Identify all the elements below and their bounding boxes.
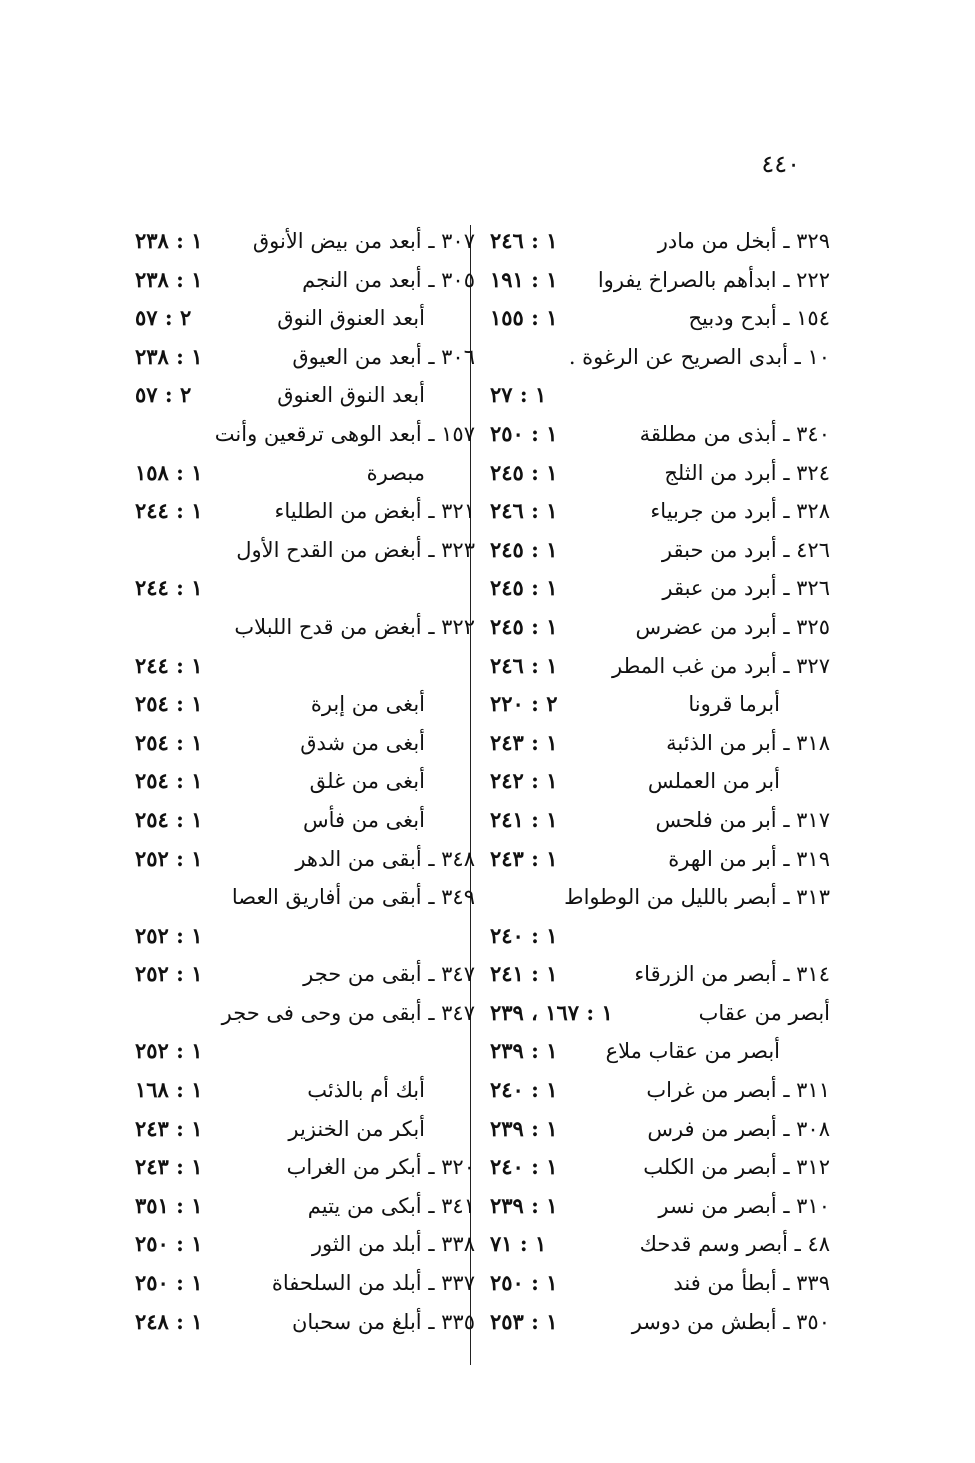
index-entry <box>135 1187 475 1226</box>
index-entry <box>135 878 475 917</box>
index-entry <box>490 878 830 917</box>
index-entry <box>490 1225 830 1264</box>
entry-proverb: ١٠ ـ أبدى الصريح عن الرغوة . <box>568 344 830 369</box>
entry-reference: ١ : ١٥٥ <box>490 305 558 331</box>
entry-reference: ١ : ٢٤١ <box>490 806 558 832</box>
entry-proverb: ٣٤٩ ـ أبقى من أفاريق العصا <box>231 885 475 910</box>
entry-proverb: ٣٠٥ ـ أبعد من النجم <box>302 267 475 292</box>
index-entry <box>135 569 475 608</box>
entry-reference: ١ : ٢٥٤ <box>135 729 203 755</box>
entry-proverb: ٣٣٨ ـ أبلد من الثور <box>311 1232 475 1257</box>
entry-proverb: ٣٤١ ـ أبكى من يتيم <box>307 1193 475 1218</box>
entry-reference: ٢ : ٢٢٠ <box>490 691 558 717</box>
entry-reference: ١ : ٢٥٢ <box>135 845 203 871</box>
entry-proverb: مبصرة <box>366 460 425 485</box>
entry-proverb: أبصر من عقاب <box>698 1000 830 1025</box>
entry-reference: ١ : ٢٧ <box>490 382 547 408</box>
entry-proverb: ٣٢٧ ـ أبرد من غب المطر <box>611 653 830 678</box>
entry-proverb: ٣١٣ ـ أبصر بالليل من الوطواط <box>564 885 830 910</box>
entry-reference: ١ : ٢٤٤ <box>135 575 203 601</box>
index-entry <box>490 376 830 415</box>
entry-reference: ٢ : ٥٧ <box>135 305 192 331</box>
entry-reference: ١ : ٢٤٤ <box>135 652 203 678</box>
index-entry <box>490 917 830 956</box>
entry-proverb: ٣٤٧ ـ أبقى من وحى فى حجر <box>221 1000 475 1025</box>
entry-reference: ١ : ٢٤٢ <box>490 768 558 794</box>
index-entry <box>135 338 475 377</box>
entry-proverb: ٣٢٣ ـ أبغض من القدح الأول <box>236 537 475 562</box>
entry-reference: ١ : ٢٥٠ <box>490 1270 558 1296</box>
entry-proverb: ٢٢٢ ـ ابدأهم بالصراخ يفروا <box>597 267 830 292</box>
index-entry <box>135 840 475 879</box>
index-entry <box>490 762 830 801</box>
entry-reference: ١ : ٢٤٣ <box>490 729 558 755</box>
index-entry <box>490 994 830 1033</box>
index-entry <box>490 299 830 338</box>
index-entry <box>135 647 475 686</box>
entry-proverb: ٣٢٢ ـ أبغض من قدح اللبلاب <box>234 614 475 639</box>
entry-reference: ١ : ٢٣٩ <box>490 1192 558 1218</box>
entry-proverb: أبغى من فأس <box>303 807 425 832</box>
entry-reference: ١ : ٧١ <box>490 1231 547 1257</box>
index-entry <box>490 569 830 608</box>
index-entry <box>490 608 830 647</box>
entry-reference: ١ : ٢٣٩ <box>490 1038 558 1064</box>
entry-reference: ١ : ٢٥٠ <box>490 420 558 446</box>
entry-proverb: ٣٢٩ ـ أبخل من مادر <box>657 229 830 253</box>
index-entry <box>490 647 830 686</box>
entry-reference: ١ : ٢٤٦ <box>490 652 558 678</box>
index-entry <box>135 917 475 956</box>
entry-proverb: أبرما قرونا <box>688 692 780 717</box>
entry-proverb: أبصر من عقاب ملاع <box>605 1039 780 1064</box>
entry-reference: ١ : ٢٥٤ <box>135 806 203 832</box>
index-entry <box>490 1187 830 1226</box>
entry-reference: ١ : ١٥٨ <box>135 459 203 485</box>
entry-reference: ١ : ٢٣٨ <box>135 266 203 292</box>
entry-proverb: ٣٢١ ـ أبغض من الطلياء <box>274 499 475 524</box>
entry-reference: ١ : ٢٤٣ <box>135 1154 203 1180</box>
entry-proverb: ٣٣٧ ـ أبلد من السلحفاة <box>271 1271 475 1296</box>
entry-proverb: ٣١٢ ـ أبصر من الكلب <box>643 1155 830 1180</box>
entry-proverb: ٣٢٦ ـ أبرد من عبقر <box>662 576 830 601</box>
entry-reference: ١ : ٢٣٩ <box>490 1115 558 1141</box>
entry-reference: ١ : ٢٤٥ <box>490 613 558 639</box>
entry-proverb: ٤٨ ـ أبصر وسم قدحك <box>639 1232 830 1257</box>
entry-proverb: ٣٤٧ ـ أبقى من حجر <box>303 962 475 987</box>
entry-proverb: ٣١٩ ـ أبر من الهرة <box>668 846 830 871</box>
index-entry <box>135 454 475 493</box>
entry-reference: ١ : ١٦٨ <box>135 1077 203 1103</box>
index-entry <box>135 1032 475 1071</box>
entry-reference: ١ : ٢٤٦ <box>490 228 558 253</box>
entry-proverb: ١٥٤ ـ أبدح ودبيح <box>688 306 830 331</box>
entry-reference: ١ : ٢٣٨ <box>135 343 203 369</box>
entry-proverb: ٣٤٨ ـ أبقى من الدهر <box>295 846 475 871</box>
index-entry <box>135 801 475 840</box>
entry-reference: ١ : ٢٤٠ <box>490 922 558 948</box>
entry-reference: ١ : ٢٥٤ <box>135 768 203 794</box>
index-entry <box>490 1148 830 1187</box>
index-entry <box>135 994 475 1033</box>
entry-proverb: ٣٢٠ ـ أبكر من الغراب <box>286 1155 475 1180</box>
entry-proverb: ٣٣٥ ـ أبلغ من سحبان <box>291 1309 475 1334</box>
index-entry <box>135 376 475 415</box>
index-entry <box>135 762 475 801</box>
index-entry <box>490 1303 830 1342</box>
index-entry <box>135 955 475 994</box>
entry-reference: ١ : ٢٤٥ <box>490 459 558 485</box>
index-entry <box>135 531 475 570</box>
entry-proverb: أبعد العنوق النوق <box>277 306 425 331</box>
entry-reference: ١ : ٢٥٣ <box>490 1308 558 1334</box>
entry-reference: ١ : ٢٥٢ <box>135 961 203 987</box>
entry-proverb: ٣١١ ـ أبصر من غراب <box>646 1078 830 1103</box>
entry-proverb: ٣٢٨ ـ أبرد من جربياء <box>650 499 830 524</box>
entry-proverb: ١٥٧ ـ أبعد الوهى ترقعين وأنت <box>214 421 475 446</box>
index-entry <box>490 454 830 493</box>
index-entry <box>135 261 475 300</box>
entry-reference: ١ : ٢٤٠ <box>490 1077 558 1103</box>
index-entry <box>490 531 830 570</box>
entry-reference: ١ : ٢٥٢ <box>135 922 203 948</box>
index-entry <box>135 685 475 724</box>
index-entry <box>490 955 830 994</box>
index-entry <box>135 1148 475 1187</box>
entry-proverb: ٣٣٩ ـ أبطأ من فند <box>673 1271 830 1296</box>
index-entry <box>135 299 475 338</box>
index-entry <box>135 608 475 647</box>
index-entry <box>490 1264 830 1303</box>
entry-reference: ٢ : ٥٧ <box>135 382 192 408</box>
index-entry <box>135 222 475 261</box>
entry-proverb: ٣٤٠ ـ أبذى من مطلقة <box>639 421 830 446</box>
entry-reference: ١ : ١٩١ <box>490 266 558 292</box>
entry-reference: ١ : ٢٥٤ <box>135 691 203 717</box>
entry-proverb: ٣٢٥ ـ أبرد من عضرس <box>635 614 830 639</box>
index-entry <box>490 1032 830 1071</box>
entry-proverb: ٣١٧ ـ أبر من فلحس <box>655 807 830 832</box>
index-entry <box>135 1225 475 1264</box>
index-entry <box>135 1264 475 1303</box>
entry-proverb: ٣٢٤ ـ أبرد من الثلج <box>664 460 830 485</box>
entry-reference: ١ : ٢٤٨ <box>135 1308 203 1334</box>
entry-proverb: ٤٢٦ ـ أبرد من حبقر <box>661 537 830 562</box>
index-entry <box>490 840 830 879</box>
entry-reference: ١ : ٣٥١ <box>135 1192 203 1218</box>
entry-proverb: ٣٥٠ ـ أبطش من دوسر <box>631 1309 830 1334</box>
index-entry <box>490 338 830 377</box>
entry-proverb: ٣٠٨ ـ أبصر من فرس <box>647 1116 830 1141</box>
entry-reference: ١ : ٢٤٥ <box>490 575 558 601</box>
index-entry <box>490 685 830 724</box>
index-entry <box>490 492 830 531</box>
entry-proverb: أبكر من الخنزير <box>288 1116 425 1141</box>
left-column <box>135 222 475 1341</box>
entry-reference: ١ : ٢٥٢ <box>135 1038 203 1064</box>
index-entry <box>135 1110 475 1149</box>
entry-proverb: أبغى من إبرة <box>310 692 425 717</box>
right-column <box>490 222 830 1341</box>
entry-proverb: ٣٠٦ ـ أبعد من العيوق <box>292 344 475 369</box>
entry-proverb: ٣٠٧ ـ أبعد من بيض الأنوق <box>252 229 475 253</box>
index-entry <box>490 1071 830 1110</box>
entry-reference: ١ : ٢٣٨ <box>135 228 203 253</box>
index-entry <box>135 1303 475 1342</box>
page-number: ٤٤٠ <box>761 150 800 178</box>
entry-reference: ١ : ٢٥٠ <box>135 1270 203 1296</box>
entry-proverb: أبغى من غلق <box>309 769 425 794</box>
entry-proverb: أبعد النوق العنوق <box>277 383 425 408</box>
entry-reference: ١ : ١٦٧ ، ٢٣٩ <box>490 999 613 1025</box>
entry-reference: ١ : ٢٤٣ <box>135 1115 203 1141</box>
entry-proverb: أبر من العملس <box>647 769 780 794</box>
index-entry <box>490 724 830 763</box>
entry-reference: ١ : ٢٤٦ <box>490 498 558 524</box>
index-entry <box>490 261 830 300</box>
index-entry <box>490 222 830 261</box>
entry-reference: ١ : ٢٤٠ <box>490 1154 558 1180</box>
index-entry <box>135 415 475 454</box>
index-entry <box>490 415 830 454</box>
index-entry <box>135 724 475 763</box>
entry-proverb: ٣١٤ ـ أبصر من الزرقاء <box>634 962 830 987</box>
entry-proverb: ٣١٠ ـ أبصر من نسر <box>658 1193 830 1218</box>
entry-reference: ١ : ٢٤١ <box>490 961 558 987</box>
entry-reference: ١ : ٢٥٠ <box>135 1231 203 1257</box>
index-entry <box>135 492 475 531</box>
entry-proverb: أبغى من شدق <box>300 730 425 755</box>
entry-proverb: ٣١٨ ـ أبر من الذئبة <box>666 730 830 755</box>
entry-reference: ١ : ٢٤٣ <box>490 845 558 871</box>
entry-proverb: أبك أم بالذئب <box>307 1078 425 1103</box>
index-entry <box>135 1071 475 1110</box>
index-entry <box>490 1110 830 1149</box>
entry-reference: ١ : ٢٤٤ <box>135 498 203 524</box>
index-entry <box>490 801 830 840</box>
entry-reference: ١ : ٢٤٥ <box>490 536 558 562</box>
